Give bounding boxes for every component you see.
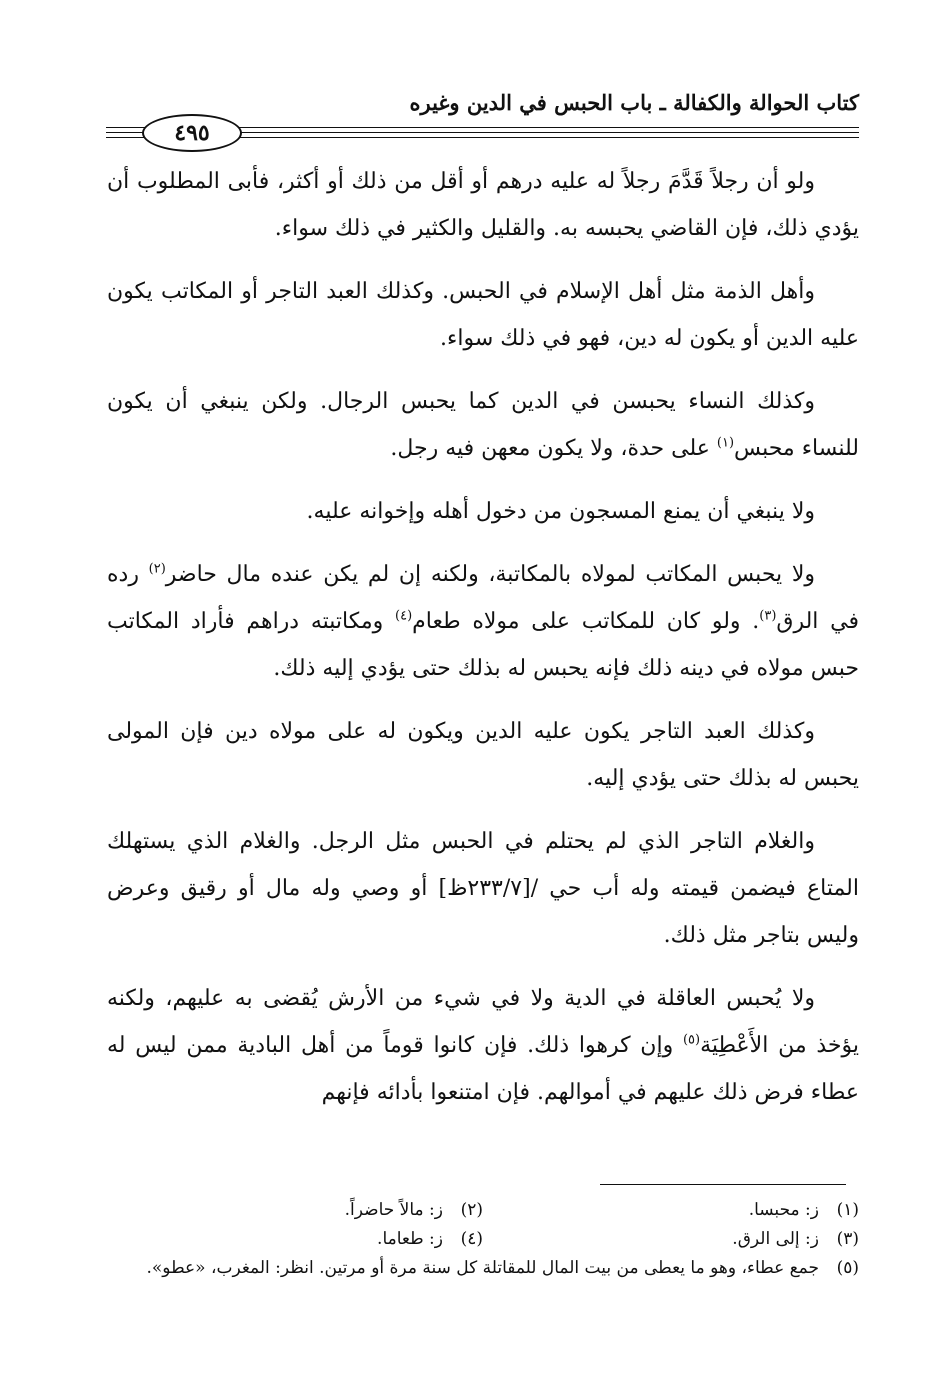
footnote-row: [107, 1225, 859, 1254]
footnote-item: (٢)ز: مالاً حاضراً.: [344, 1200, 483, 1220]
footnote-item: (٤)ز: طعاما.: [377, 1229, 483, 1249]
main-text: [107, 158, 859, 1132]
page-number-oval: [142, 114, 242, 152]
page-number: ٤٩٥: [174, 120, 210, 146]
footnote-marker[interactable]: (٥): [682, 1032, 701, 1048]
footnote-separator: [600, 1184, 846, 1185]
paragraph: وكذلك العبد التاجر يكون عليه الدين ويكون له على مولاه دين فإن المولى يحبس له بذلك حتى يؤدي إليه.: [107, 719, 859, 791]
footnote-marker[interactable]: (٤): [395, 608, 413, 624]
footnote-marker[interactable]: (٣): [759, 608, 777, 624]
footnote-marker[interactable]: (٢): [148, 561, 166, 577]
running-header: كتاب الحوالة والكفالة ـ باب الحبس في الدين وغيره: [409, 90, 859, 115]
footnote-item: (١)ز: محبسا.: [748, 1200, 859, 1220]
footnotes: [107, 1196, 859, 1283]
paragraph: ولا يُحبس العاقلة في الدية ولا في شيء من الأرش يُقضى به عليهم، ولكنه يؤخذ من الأَعْطِيَة$^{(٥)}$ وإن كرهوا ذلك. فإن كانوا قوماً من أهل البادية ممن ليس له عطاء فرض ذلك عليهم في أموالهم. فإن امتنعوا بأدائه فإنهم: [107, 986, 859, 1105]
paragraph: ولا ينبغي أن يمنع المسجون من دخول أهله وإخوانه عليه.: [306, 499, 815, 524]
footnote-marker[interactable]: (١): [716, 435, 735, 451]
footnote-row: [107, 1196, 859, 1225]
paragraph: ولا يحبس المكاتب لمولاه بالمكاتبة، ولكنه إن لم يكن عنده مال حاضر$^{(٢)}$ رده في الرق$^{(٣)}$. ولو كان للمكاتب على مولاه طعام$^{(٤)}$ ومكاتبته دراهم فأراد المكاتب حبس مولاه في دينه ذلك فإنه يحبس له بذلك حتى يؤدي إليه ذلك.: [107, 561, 859, 681]
paragraph: والغلام التاجر الذي لم يحتلم في الحبس مثل الرجل. والغلام الذي يستهلك المتاع فيضمن قيمته وله أب حي /[٢٣٣/٧ظ] أو وصي وله مال أو رقيق وعرض وليس بتاجر مثل ذلك.: [107, 829, 859, 948]
paragraph: وأهل الذمة مثل أهل الإسلام في الحبس. وكذلك العبد التاجر أو المكاتب يكون عليه الدين أو يكون له دين، فهو في ذلك سواء.: [107, 279, 859, 351]
footnote-item: (٣)ز: إلى الرق.: [732, 1229, 859, 1249]
paragraph: ولو أن رجلاً قَدَّمَ رجلاً له عليه درهم أو أقل من ذلك أو أكثر، فأبى المطلوب أن يؤدي ذلك، فإن القاضي يحبسه به. والقليل والكثير في ذلك سواء.: [107, 169, 859, 241]
footnote-item: (٥)جمع عطاء، وهو ما يعطى من بيت المال للمقاتلة كل سنة مرة أو مرتين. انظر: المغرب، «عطو».: [146, 1258, 859, 1278]
paragraph: وكذلك النساء يحبسن في الدين كما يحبس الرجال. ولكن ينبغي أن يكون للنساء محبس$^{(١)}$ على حدة، ولا يكون معهن فيه رجل.: [107, 389, 859, 461]
